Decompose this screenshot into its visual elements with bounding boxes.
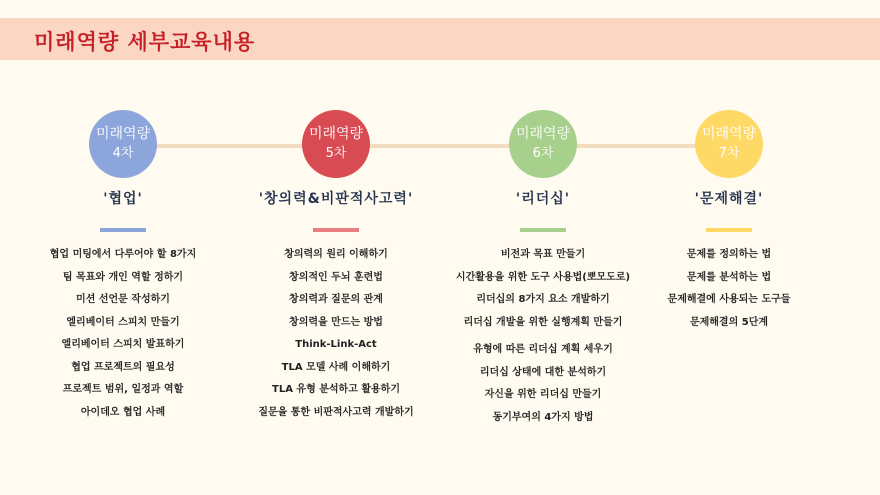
list-item: 아이데오 협업 사례 — [80, 406, 166, 418]
list-item: Think-Link-Act — [295, 339, 377, 350]
list-item: 리더십의 8가지 요소 개발하기 — [476, 294, 610, 305]
module-column-7 — [629, 110, 829, 334]
circle-label: 미래역량 — [95, 126, 151, 142]
list-item: 동기부여의 4가지 방법 — [492, 411, 594, 423]
circle-label: 미래역량 — [701, 126, 757, 142]
module-topic: '문제해결' — [694, 191, 764, 207]
topic-underline — [100, 228, 146, 232]
circle-label: 미래역량 — [308, 126, 364, 142]
list-item: 창의력의 원리 이해하기 — [284, 249, 388, 260]
module-circle-6 — [509, 110, 577, 178]
list-item: 문제를 분석하는 법 — [686, 271, 772, 283]
list-item: 엘리베이터 스피치 만들기 — [66, 316, 180, 328]
topic-underline — [313, 228, 359, 232]
module-item-list — [456, 244, 630, 429]
module-item-list — [258, 244, 413, 424]
circle-session: 7차 — [718, 146, 740, 161]
list-item: 유형에 따른 리더십 계획 세우기 — [473, 344, 613, 355]
module-topic: '협업' — [103, 191, 143, 207]
list-item: 자신을 위한 리더십 만들기 — [484, 389, 602, 400]
list-item: 엘리베이터 스피치 발표하기 — [61, 339, 185, 350]
circle-session: 5차 — [325, 146, 347, 161]
list-item: 협업 미팅에서 다루어야 할 8가지 — [49, 249, 197, 260]
module-circle-4 — [89, 110, 157, 178]
list-item: TLA 모델 사례 이해하기 — [281, 361, 391, 373]
module-circle-7 — [695, 110, 763, 178]
circle-label: 미래역량 — [515, 126, 571, 142]
list-item: 창의적인 두뇌 훈련법 — [289, 271, 383, 283]
list-item: 팀 목표와 개인 역할 정하기 — [62, 271, 184, 283]
topic-underline — [706, 228, 752, 232]
module-topic: '리더십' — [515, 191, 571, 207]
list-item: 질문을 통한 비판적사고력 개발하기 — [258, 406, 414, 418]
list-item: 시간활용을 위한 도구 사용법(뽀모도로) — [455, 271, 631, 283]
list-item: 리더십 개발을 위한 실행계획 만들기 — [463, 316, 623, 328]
module-circle-5 — [302, 110, 370, 178]
circle-session: 4차 — [112, 146, 134, 161]
module-item-list — [50, 244, 196, 424]
list-item: 문제를 정의하는 법 — [686, 249, 772, 260]
module-topic: '창의력&비판적사고력' — [258, 191, 414, 207]
list-item: 문제해결의 5단계 — [689, 316, 769, 328]
list-item: 창의력과 질문의 관계 — [289, 294, 383, 305]
list-item: 미션 선언문 작성하기 — [76, 294, 170, 305]
list-item: 리더십 상태에 대한 분석하기 — [479, 366, 607, 378]
list-item: 협업 프로젝트의 필요성 — [71, 361, 175, 373]
module-column-6 — [443, 110, 643, 429]
module-item-list — [668, 244, 791, 334]
module-column-4 — [23, 110, 223, 424]
list-item: 프로젝트 범위, 일정과 역할 — [62, 384, 184, 395]
topic-underline — [520, 228, 566, 232]
page-title: 미래역량 세부교육내용 — [34, 30, 256, 54]
list-item: TLA 유형 분석하고 활용하기 — [272, 384, 400, 395]
list-item: 창의력을 만드는 방법 — [289, 316, 383, 328]
circle-session: 6차 — [532, 146, 554, 161]
list-item: 문제해결에 사용되는 도구들 — [667, 294, 791, 305]
list-item: 비전과 목표 만들기 — [500, 249, 586, 260]
module-column-5 — [236, 110, 436, 424]
